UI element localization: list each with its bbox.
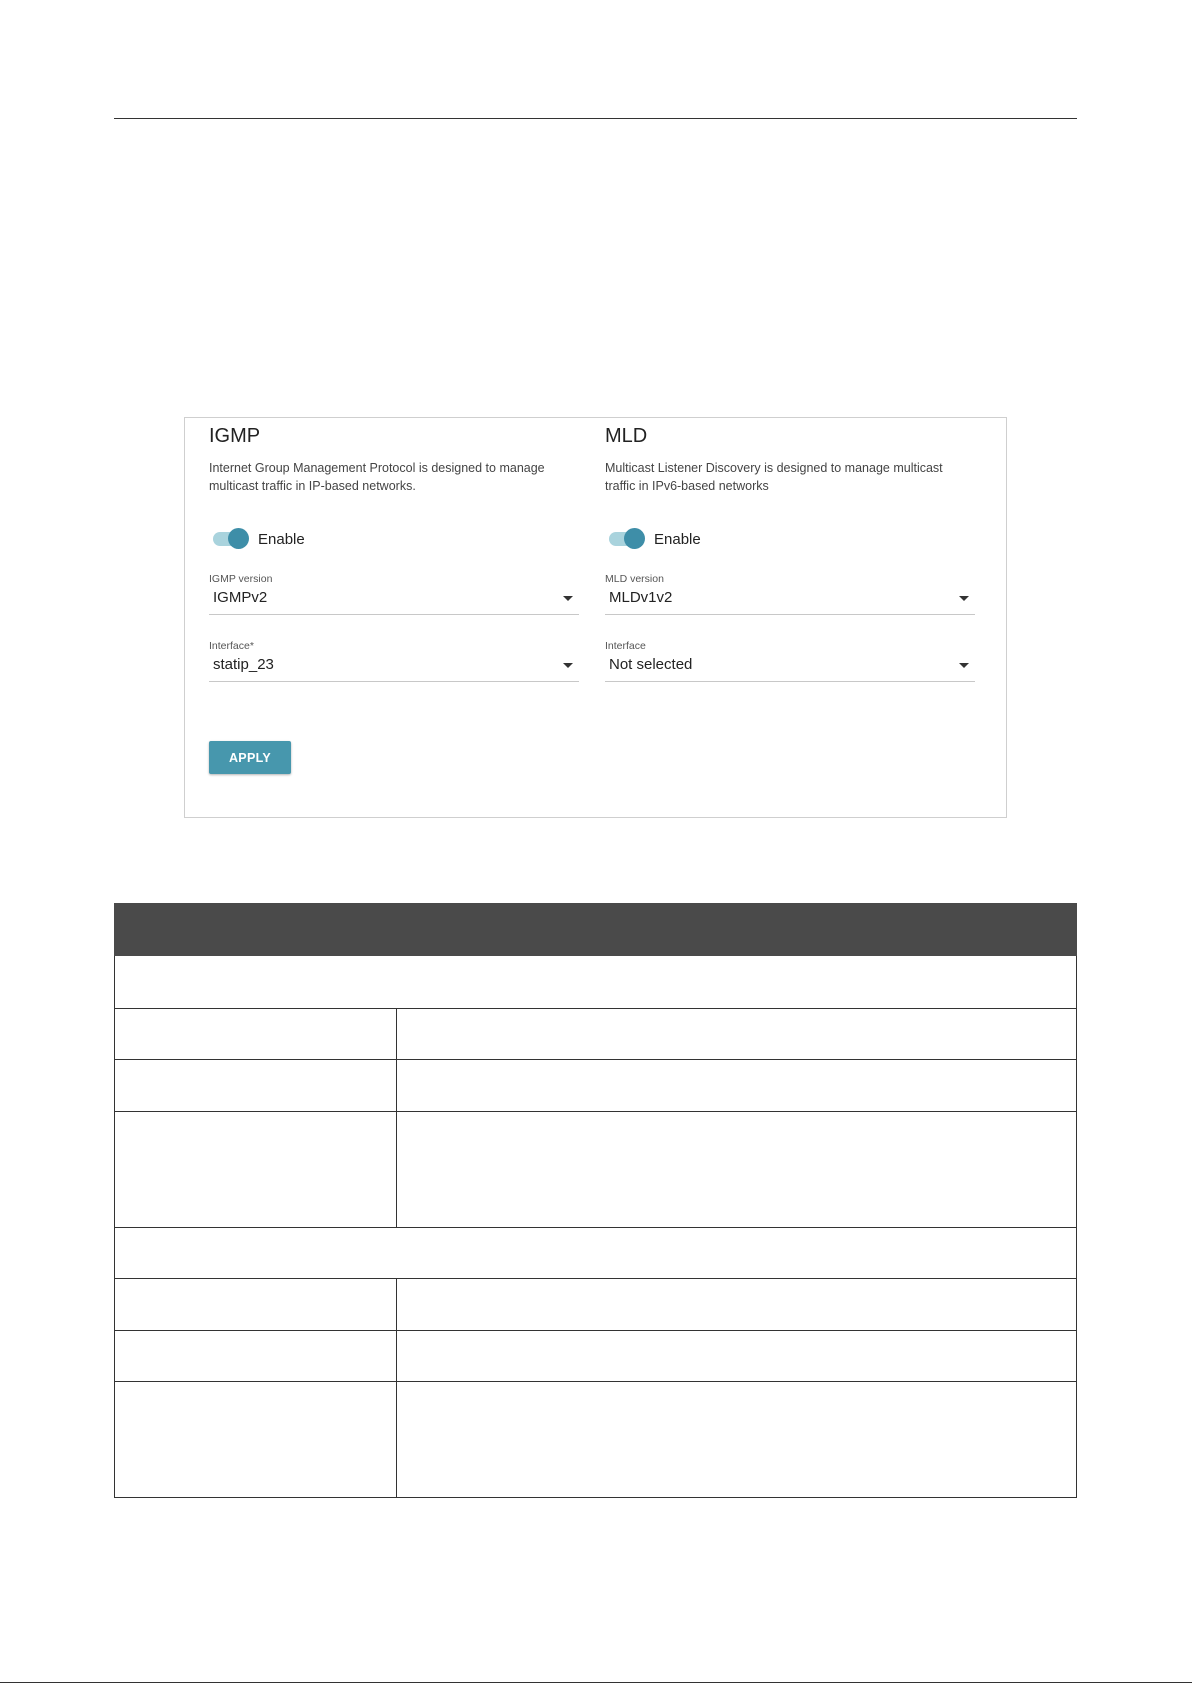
toggle-track (213, 532, 245, 546)
table-header (114, 903, 1077, 956)
igmp-interface-label: Interface* (209, 640, 254, 652)
table-row-divider (114, 1227, 1077, 1228)
field-underline (209, 614, 579, 615)
field-underline (605, 614, 975, 615)
page-header-rule (114, 118, 1077, 119)
multicast-settings-panel (184, 417, 1007, 818)
field-underline (209, 681, 579, 682)
dropdown-caret-icon (563, 596, 573, 601)
toggle-knob (624, 528, 645, 549)
toggle-track (609, 532, 641, 546)
table-row-divider (114, 1008, 1077, 1009)
igmp-interface-value: statip_23 (213, 656, 274, 673)
field-underline (605, 681, 975, 682)
mld-title: MLD (605, 425, 648, 447)
igmp-version-value: IGMPv2 (213, 589, 268, 606)
igmp-version-label: IGMP version (209, 573, 273, 585)
toggle-knob (228, 528, 249, 549)
igmp-title: IGMP (209, 425, 261, 447)
igmp-enable-toggle[interactable] (213, 528, 305, 550)
page-footer-rule (0, 1682, 1192, 1683)
igmp-description: Internet Group Management Protocol is designed to manage multicast traffic in IP-based networks. (209, 461, 545, 493)
igmp-enable-label: Enable (258, 530, 305, 548)
table-row-divider (114, 1111, 1077, 1112)
dropdown-caret-icon (959, 663, 969, 668)
parameters-table (114, 903, 1077, 1498)
dropdown-caret-icon (563, 663, 573, 668)
mld-version-value: MLDv1v2 (609, 589, 673, 606)
table-row-divider (114, 1381, 1077, 1382)
dropdown-caret-icon (959, 596, 969, 601)
igmp-version-select[interactable] (209, 573, 579, 615)
table-column-divider (396, 1008, 397, 1227)
table-column-divider (396, 1278, 397, 1498)
mld-interface-value: Not selected (609, 656, 693, 673)
mld-interface-select[interactable] (605, 640, 975, 682)
mld-enable-toggle[interactable] (609, 528, 701, 550)
mld-interface-label: Interface (605, 640, 646, 652)
mld-version-select[interactable] (605, 573, 975, 615)
table-row-divider (114, 1059, 1077, 1060)
igmp-interface-select[interactable] (209, 640, 579, 682)
mld-description: Multicast Listener Discovery is designed to manage multicast traffic in IPv6-based networks (605, 461, 943, 493)
apply-button[interactable]: APPLY (209, 741, 291, 774)
table-row-divider (114, 1330, 1077, 1331)
mld-version-label: MLD version (605, 573, 664, 585)
table-row-divider (114, 1278, 1077, 1279)
mld-enable-label: Enable (654, 530, 701, 548)
